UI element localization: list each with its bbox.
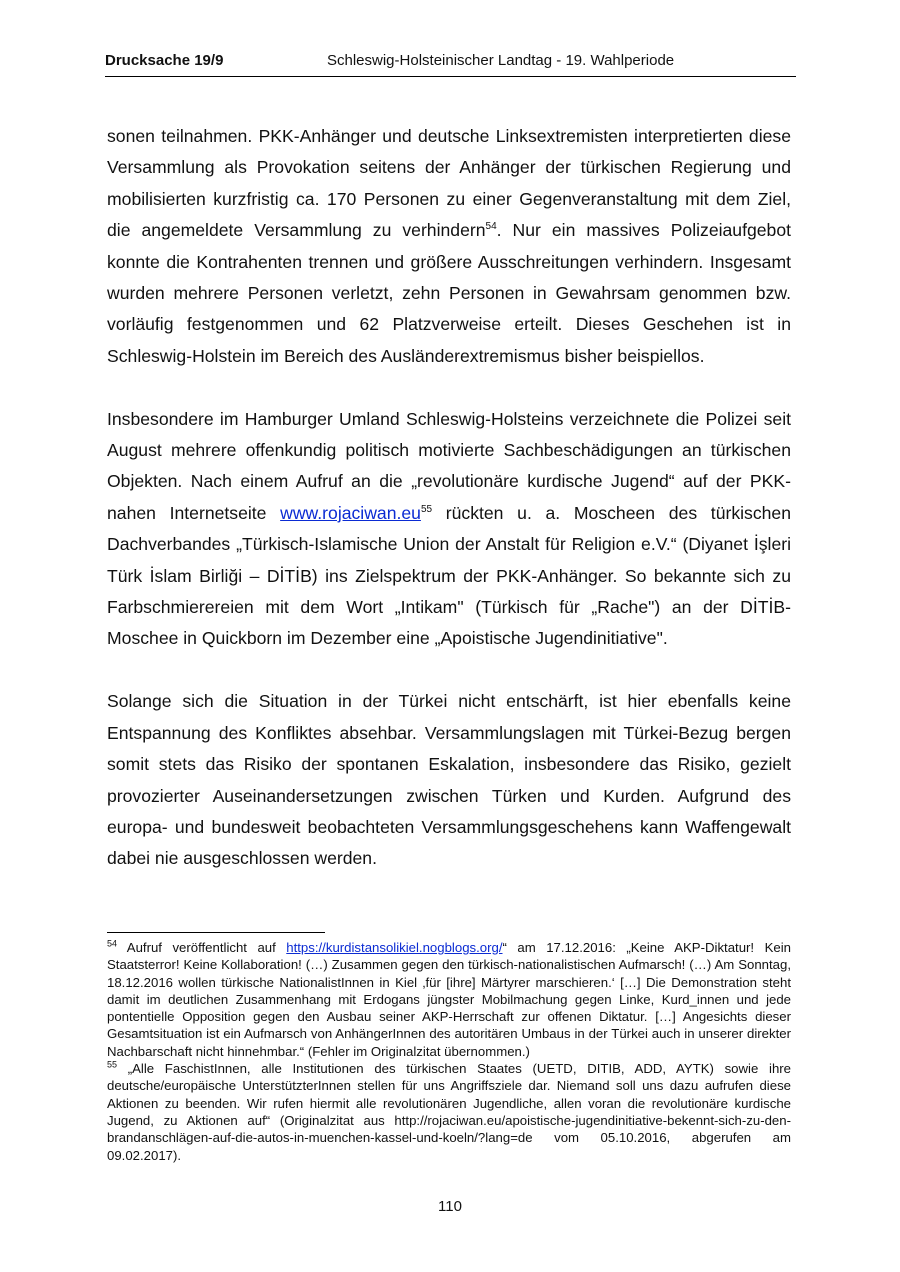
paragraph-1-text-a: sonen teilnahmen. PKK-Anhänger und deutsche Linksextremisten interpretierten diese Versammlung als Provokation seitens der Anhänger der türkischen Regierung und mobilisierten kurzfristig ca. 170 Personen zu einer Gegenveranstaltung mit dem Ziel, die angemeldete Versammlung zu verhindern [107,126,791,241]
rojaciwan-link[interactable]: www.rojaciwan.eu [280,502,421,523]
document-number: Drucksache 19/9 [105,52,224,69]
paragraph-2-text-a: Insbesondere im Hamburger Umland Schleswig-Holsteins verzeichnete die Polizei seit August mehrere offenkundig politisch motivierte Sachbeschädigungen an türkischen Objekten. Nach einem Aufruf an die „revolutionäre kurdische Jugend“ auf der PKK-nahen Internetseite [107,408,791,523]
page-header [105,50,796,77]
paragraph-2-text-b: rückten u. a. Moscheen des türkischen Dachverbandes „Türkisch-Islamische Union der Anstalt für Religion e.V.“ (Diyanet İşleri Türk İslam Birliği – DİTİB) ins Zielspektrum der PKK-Anhänger. So bekannte sich zu Farbschmierereien mit dem Wort „Intikam" (Türkisch für „Rache") an der DİTİB-Moschee in Quickborn im Dezember eine „Apoistische Jugendinitiative". [107,502,791,649]
body-text [107,121,791,906]
paragraph-1 [107,121,791,372]
footnote-separator [107,932,325,933]
document-title: Schleswig-Holsteinischer Landtag - 19. Wahlperiode [327,52,675,69]
footnotes [107,939,791,1164]
paragraph-3: Solange sich die Situation in der Türkei nicht entschärft, ist hier ebenfalls keine Entspannung des Konfliktes absehbar. Versammlungslagen mit Türkei-Bezug bergen somit stets das Risiko der spontanen Eskalation, insbesondere das Risiko, gezielt provozierter Auseinandersetzungen zwischen Türken und Kurden. Aufgrund des europa- und bundesweit beobachteten Versammlungsgeschehens kann Waffengewalt dabei nie ausgeschlossen werden. [107,691,791,869]
footnote-54-text-a: Aufruf veröffentlicht auf [117,940,287,955]
paragraph-2 [107,404,791,655]
footnote-54-text-b: “ am 17.12.2016: „Keine AKP-Diktatur! Kein Staatsterror! Keine Kollaboration! (…) Zusammen gegen den türkisch-nationalistischen Aufmarsch! (…) Am Sonntag, 18.12.2016 wollen türkische NationalistInnen in Kiel ‚für [ihre] Märtyrer marschieren.‘ […] Die Demonstration steht damit im deutlichen Zusammenhang mit Erdogans jüngster Mobilmachung gegen Linke, Kurd_innen und jede pontentielle Opposition gegen den Ausbau seiner AKP-Herrschaft zur offenen Diktatur. […] Angesichts dieser Gesamtsituation ist ein Aufmarsch von AnhängerInnen des autoritären Umbaus in der Türkei auch in unserer direkter Nachbarschaft nicht hinnehmbar.“ (Fehler im Originalzitat übernommen.) [107,940,791,1059]
footnote-54 [107,939,791,1060]
footnote-55 [107,1060,791,1164]
footnote-55-number: 55 [107,1059,118,1070]
paragraph-1-text-b: . Nur ein massives Polizeiaufgebot konnte die Kontrahenten trennen und größere Ausschreitungen verhindern. Insgesamt wurden mehrere Personen verletzt, zehn Personen in Gewahrsam genommen bzw. vorläufig festgenommen und 62 Platzverweise erteilt. Dieses Geschehen ist in Schleswig-Holstein im Bereich des Ausländerextremismus bisher beispiellos. [107,220,792,366]
kurdistansolikiel-link[interactable]: https://kurdistansolikiel.nogblogs.org/ [286,940,503,955]
page-number: 110 [438,1198,462,1215]
footnote-ref-54[interactable]: 54 [485,221,497,233]
footnote-55-text: „Alle FaschistInnen, alle Institutionen des türkischen Staates (UETD, DITIB, ADD, AYTK) sowie ihre deutsche/europäische UnterstützterInnen stellen für uns Angriffsziele dar. Niemand soll uns dazu aufrufen diese Aktionen zu beenden. Wir rufen hiermit alle revolutionären Jugendliche, allen voran die revolutionäre kurdische Jugend, zu Aktionen auf“ (Originalzitat aus http://rojaciwan.eu/apoistische-jugendinitiative-bekennt-sich-zu-den-brandanschlägen-auf-die-autos-in-muenchen-kassel-und-koeln/?lang=de vom 05.10.2016, abgerufen am 09.02.2017). [107,1061,791,1163]
footnote-ref-55[interactable]: 55 [420,504,433,515]
footnote-54-number: 54 [107,938,118,949]
